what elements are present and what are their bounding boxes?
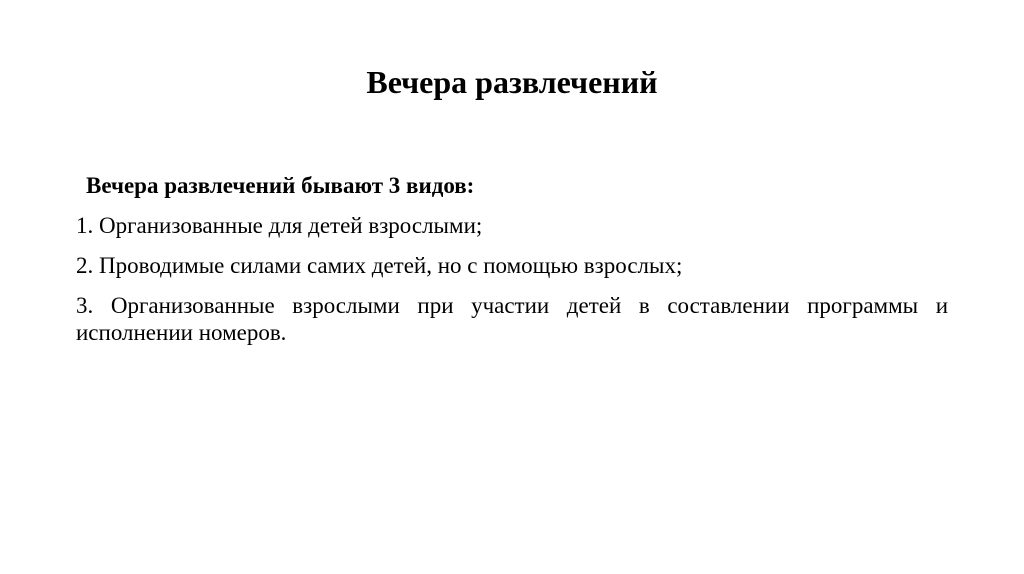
list-item-2: 2. Проводимые силами самих детей, но с помощью взрослых; [76,253,683,278]
list-item-3: 3. Организованные взрослыми при участии детей в составлении программы и исполнении номеров. [76,293,948,345]
slide-title: Вечера развлечений [366,64,658,100]
intro-text: Вечера развлечений бывают 3 видов: [86,173,475,198]
slide-body [76,172,948,359]
list-item-1: 1. Организованные для детей взрослыми; [76,213,483,238]
